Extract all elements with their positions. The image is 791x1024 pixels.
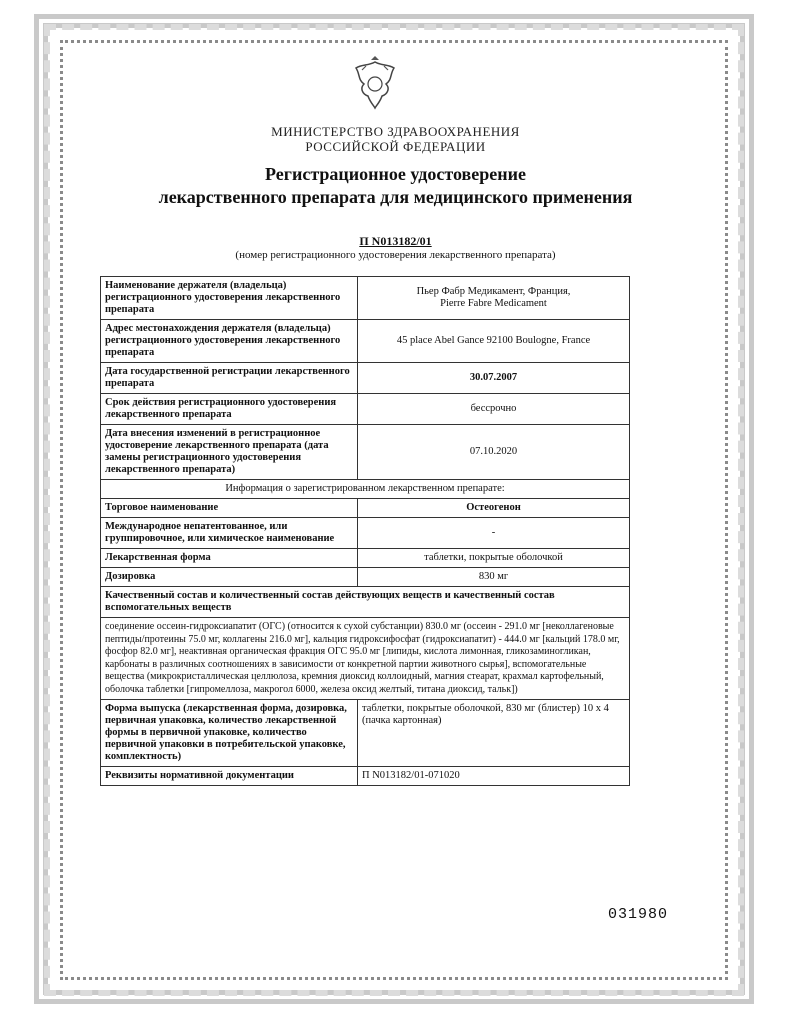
- coat-of-arms-emblem: [344, 56, 406, 112]
- requisites-value: П N013182/01-071020: [358, 767, 630, 786]
- release-form-label: Форма выпуска (лекарственная форма, дозировка, первичная упаковка, количество лекарственной формы в первичной упаковке, количество первичной упаковки в потребительской упаковке, комплектность): [101, 700, 358, 767]
- table-row: [101, 320, 630, 363]
- validity-label: Срок действия регистрационного удостоверения лекарственного препарата: [101, 394, 358, 425]
- registration-date-value: 30.07.2007: [358, 363, 630, 394]
- table-row: [101, 363, 630, 394]
- registration-table: [100, 276, 630, 786]
- release-form-value: таблетки, покрытые оболочкой, 830 мг (блистер) 10 х 4 (пачка картонная): [358, 700, 630, 767]
- table-row: [101, 568, 630, 587]
- table-row: [101, 587, 630, 618]
- changes-date-label: Дата внесения изменений в регистрационное удостоверение лекарственного препарата (дата замены регистрационного удостоверения лекарственного препарата): [101, 425, 358, 480]
- table-row: [101, 499, 630, 518]
- holder-address-label: Адрес местонахождения держателя (владельца) регистрационного удостоверения лекарственного препарата: [101, 320, 358, 363]
- registration-date-label: Дата государственной регистрации лекарственного препарата: [101, 363, 358, 394]
- holder-address-value: 45 place Abel Gance 92100 Boulogne, France: [358, 320, 630, 363]
- holder-name-value: [358, 277, 630, 320]
- table-row: [101, 425, 630, 480]
- drug-info-heading: Информация о зарегистрированном лекарственном препарате:: [101, 480, 630, 499]
- composition-text: соединение оссеин-гидроксиапатит (ОГС) (относится к сухой субстанции) 830.0 мг (оссеин - 291.0 мг [неколлагеновые пептиды/протеины 75.0 мг, коллагены 216.0 мг], кальция гидроксифосфат (гидроксиапатит) - 444.0 мг [кальций 178.0 мг, фосфор 82.0 мг], неактивная органическая фракция ОГС 95.0 мг [липиды, кислота лимонная, гликозаминогликан, карбонаты в различных соотношениях в зависимости от конкретной партии животного сырья], вспомогательные вещества (микрокристаллическая целлюлоза, кремния диоксид коллоидный, магния стеарат, крахмал картофельный, оболочка таблетки [гипромеллоза, макрогол 6000, железа оксид желтый, титана диоксид, тальк]): [101, 618, 630, 700]
- requisites-label: Реквизиты нормативной документации: [101, 767, 358, 786]
- validity-value: бессрочно: [358, 394, 630, 425]
- table-row: [101, 549, 630, 568]
- table-row: [101, 518, 630, 549]
- table-row: [101, 277, 630, 320]
- dosage-label: Дозировка: [101, 568, 358, 587]
- ministry-line-1: МИНИСТЕРСТВО ЗДРАВООХРАНЕНИЯ: [271, 124, 520, 139]
- table-row: [101, 394, 630, 425]
- ministry-line-2: РОССИЙСКОЙ ФЕДЕРАЦИИ: [305, 139, 486, 154]
- holder-name-value-ru: Пьер Фабр Медикамент, Франция,: [416, 286, 571, 297]
- inn-value: -: [358, 518, 630, 549]
- document-title-line-2: лекарственного препарата для медицинского применения: [158, 187, 633, 207]
- composition-heading: Качественный состав и количественный состав действующих веществ и качественный состав вспомогательных веществ: [101, 587, 630, 618]
- dosage-form-label: Лекарственная форма: [101, 549, 358, 568]
- table-row: [101, 618, 630, 700]
- trade-name-value: Остеогенон: [358, 499, 630, 518]
- document-title-line-1: Регистрационное удостоверение: [265, 164, 526, 184]
- inn-label: Международное непатентованное, или группировочное, или химическое наименование: [101, 518, 358, 549]
- registration-number: П N013182/01: [359, 234, 432, 248]
- dosage-value: 830 мг: [358, 568, 630, 587]
- holder-name-value-en: Pierre Fabre Medicament: [440, 298, 547, 309]
- table-row: [101, 767, 630, 786]
- table-row: [101, 700, 630, 767]
- registration-number-caption: (номер регистрационного удостоверения лекарственного препарата): [235, 249, 556, 261]
- holder-name-label: Наименование держателя (владельца) регистрационного удостоверения лекарственного препарата: [101, 277, 358, 320]
- dosage-form-value: таблетки, покрытые оболочкой: [358, 549, 630, 568]
- table-row: [101, 480, 630, 499]
- changes-date-value: 07.10.2020: [358, 425, 630, 480]
- form-serial-number: 031980: [608, 906, 669, 923]
- trade-name-label: Торговое наименование: [101, 499, 358, 518]
